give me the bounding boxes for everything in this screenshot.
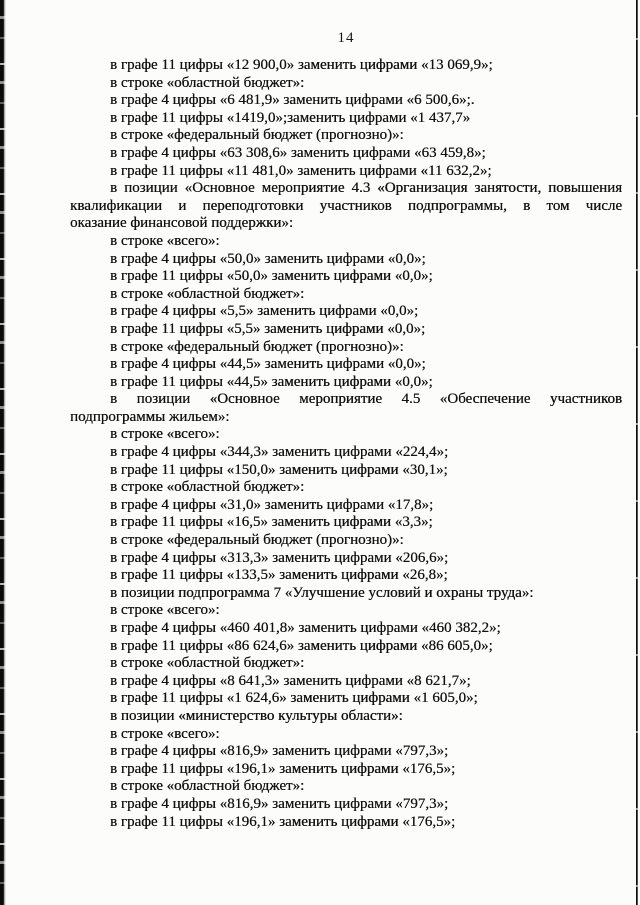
document-line: в строке «областной бюджет»: <box>110 285 305 302</box>
document-line: в строке «всего»: <box>110 725 220 742</box>
document-line: в строке «федеральный бюджет (прогнозно)»: <box>110 338 404 355</box>
document-line: в графе 4 цифры «344,3» заменить цифрами «224,4»; <box>110 444 449 461</box>
document-line: в графе 4 цифры «816,9» заменить цифрами «797,3»; <box>110 743 449 760</box>
document-line: в графе 4 цифры «63 308,6» заменить цифрами «63 459,8»; <box>110 144 486 161</box>
document-line: в графе 4 цифры «816,9» заменить цифрами «797,3»; <box>110 795 449 812</box>
document-line: в позиции «министерство культуры области»: <box>110 707 403 724</box>
scan-artifact-left-edge <box>0 0 8 905</box>
document-line: в графе 11 цифры «150,0» заменить цифрами «30,1»; <box>110 461 448 478</box>
document-line: квалификации и переподготовки участников подпрограммы, в том числе <box>70 197 622 214</box>
document-line: в строке «областной бюджет»: <box>110 778 305 795</box>
document-line: в графе 4 цифры «50,0» заменить цифрами «0,0»; <box>110 250 426 267</box>
document-line: в графе 11 цифры «196,1» заменить цифрами «176,5»; <box>110 813 456 830</box>
document-line: в графе 11 цифры «133,5» заменить цифрами «26,8»; <box>110 567 448 584</box>
document-line: в графе 4 цифры «5,5» заменить цифрами «0,0»; <box>110 303 419 320</box>
document-line: в графе 11 цифры «1419,0»;заменить цифрами «1 437,7» <box>110 109 471 126</box>
document-line: в строке «федеральный бюджет (прогнозно)»: <box>110 532 404 549</box>
document-line: в строке «областной бюджет»: <box>110 479 305 496</box>
document-line: в графе 11 цифры «50,0» заменить цифрами «0,0»; <box>110 268 433 285</box>
document-line: в графе 4 цифры «44,5» заменить цифрами «0,0»; <box>110 356 426 373</box>
document-line: в позиции «Основное мероприятие 4.3 «Организация занятости, повышения <box>110 180 622 197</box>
document-line: в строке «всего»: <box>110 426 220 443</box>
document-line: в графе 11 цифры «16,5» заменить цифрами «3,3»; <box>110 514 433 531</box>
document-line: в позиции подпрограмма 7 «Улучшение условий и охраны труда»: <box>110 584 534 601</box>
scan-artifact-right-edge <box>636 0 638 905</box>
document-line: подпрограммы жильем»: <box>70 408 230 425</box>
document-line: в строке «всего»: <box>110 232 220 249</box>
document-line: в строке «областной бюджет»: <box>110 655 305 672</box>
document-line: в графе 4 цифры «6 481,9» заменить цифрами «6 500,6»;. <box>110 92 475 109</box>
document-line: в графе 11 цифры «86 624,6» заменить цифрами «86 605,0»; <box>110 637 493 654</box>
document-line: в графе 4 цифры «8 641,3» заменить цифрами «8 621,7»; <box>110 672 471 689</box>
document-body <box>70 57 622 831</box>
document-line: в строке «всего»: <box>110 602 220 619</box>
document-line: оказание финансовой поддержки»: <box>70 215 294 232</box>
document-line: в графе 4 цифры «313,3» заменить цифрами «206,6»; <box>110 549 449 566</box>
document-line: в графе 11 цифры «44,5» заменить цифрами «0,0»; <box>110 373 433 390</box>
document-line: в графе 4 цифры «460 401,8» заменить цифрами «460 382,2»; <box>110 620 501 636</box>
document-line: в графе 11 цифры «12 900,0» заменить цифрами «13 069,9»; <box>110 57 493 73</box>
document-line: в строке «областной бюджет»: <box>110 74 305 91</box>
page-number: 14 <box>337 30 355 46</box>
document-line: в графе 11 цифры «5,5» заменить цифрами «0,0»; <box>110 320 426 337</box>
document-line: в позиции «Основное мероприятие 4.5 «Обеспечение участников <box>110 391 622 408</box>
document-line: в строке «федеральный бюджет (прогнозно)»: <box>110 127 404 144</box>
document-line: в графе 11 цифры «196,1» заменить цифрами «176,5»; <box>110 760 456 777</box>
document-line: в графе 11 цифры «1 624,6» заменить цифрами «1 605,0»; <box>110 690 478 707</box>
document-line: в графе 4 цифры «31,0» заменить цифрами «17,8»; <box>110 496 434 513</box>
document-line: в графе 11 цифры «11 481,0» заменить цифрами «11 632,2»; <box>110 162 492 179</box>
